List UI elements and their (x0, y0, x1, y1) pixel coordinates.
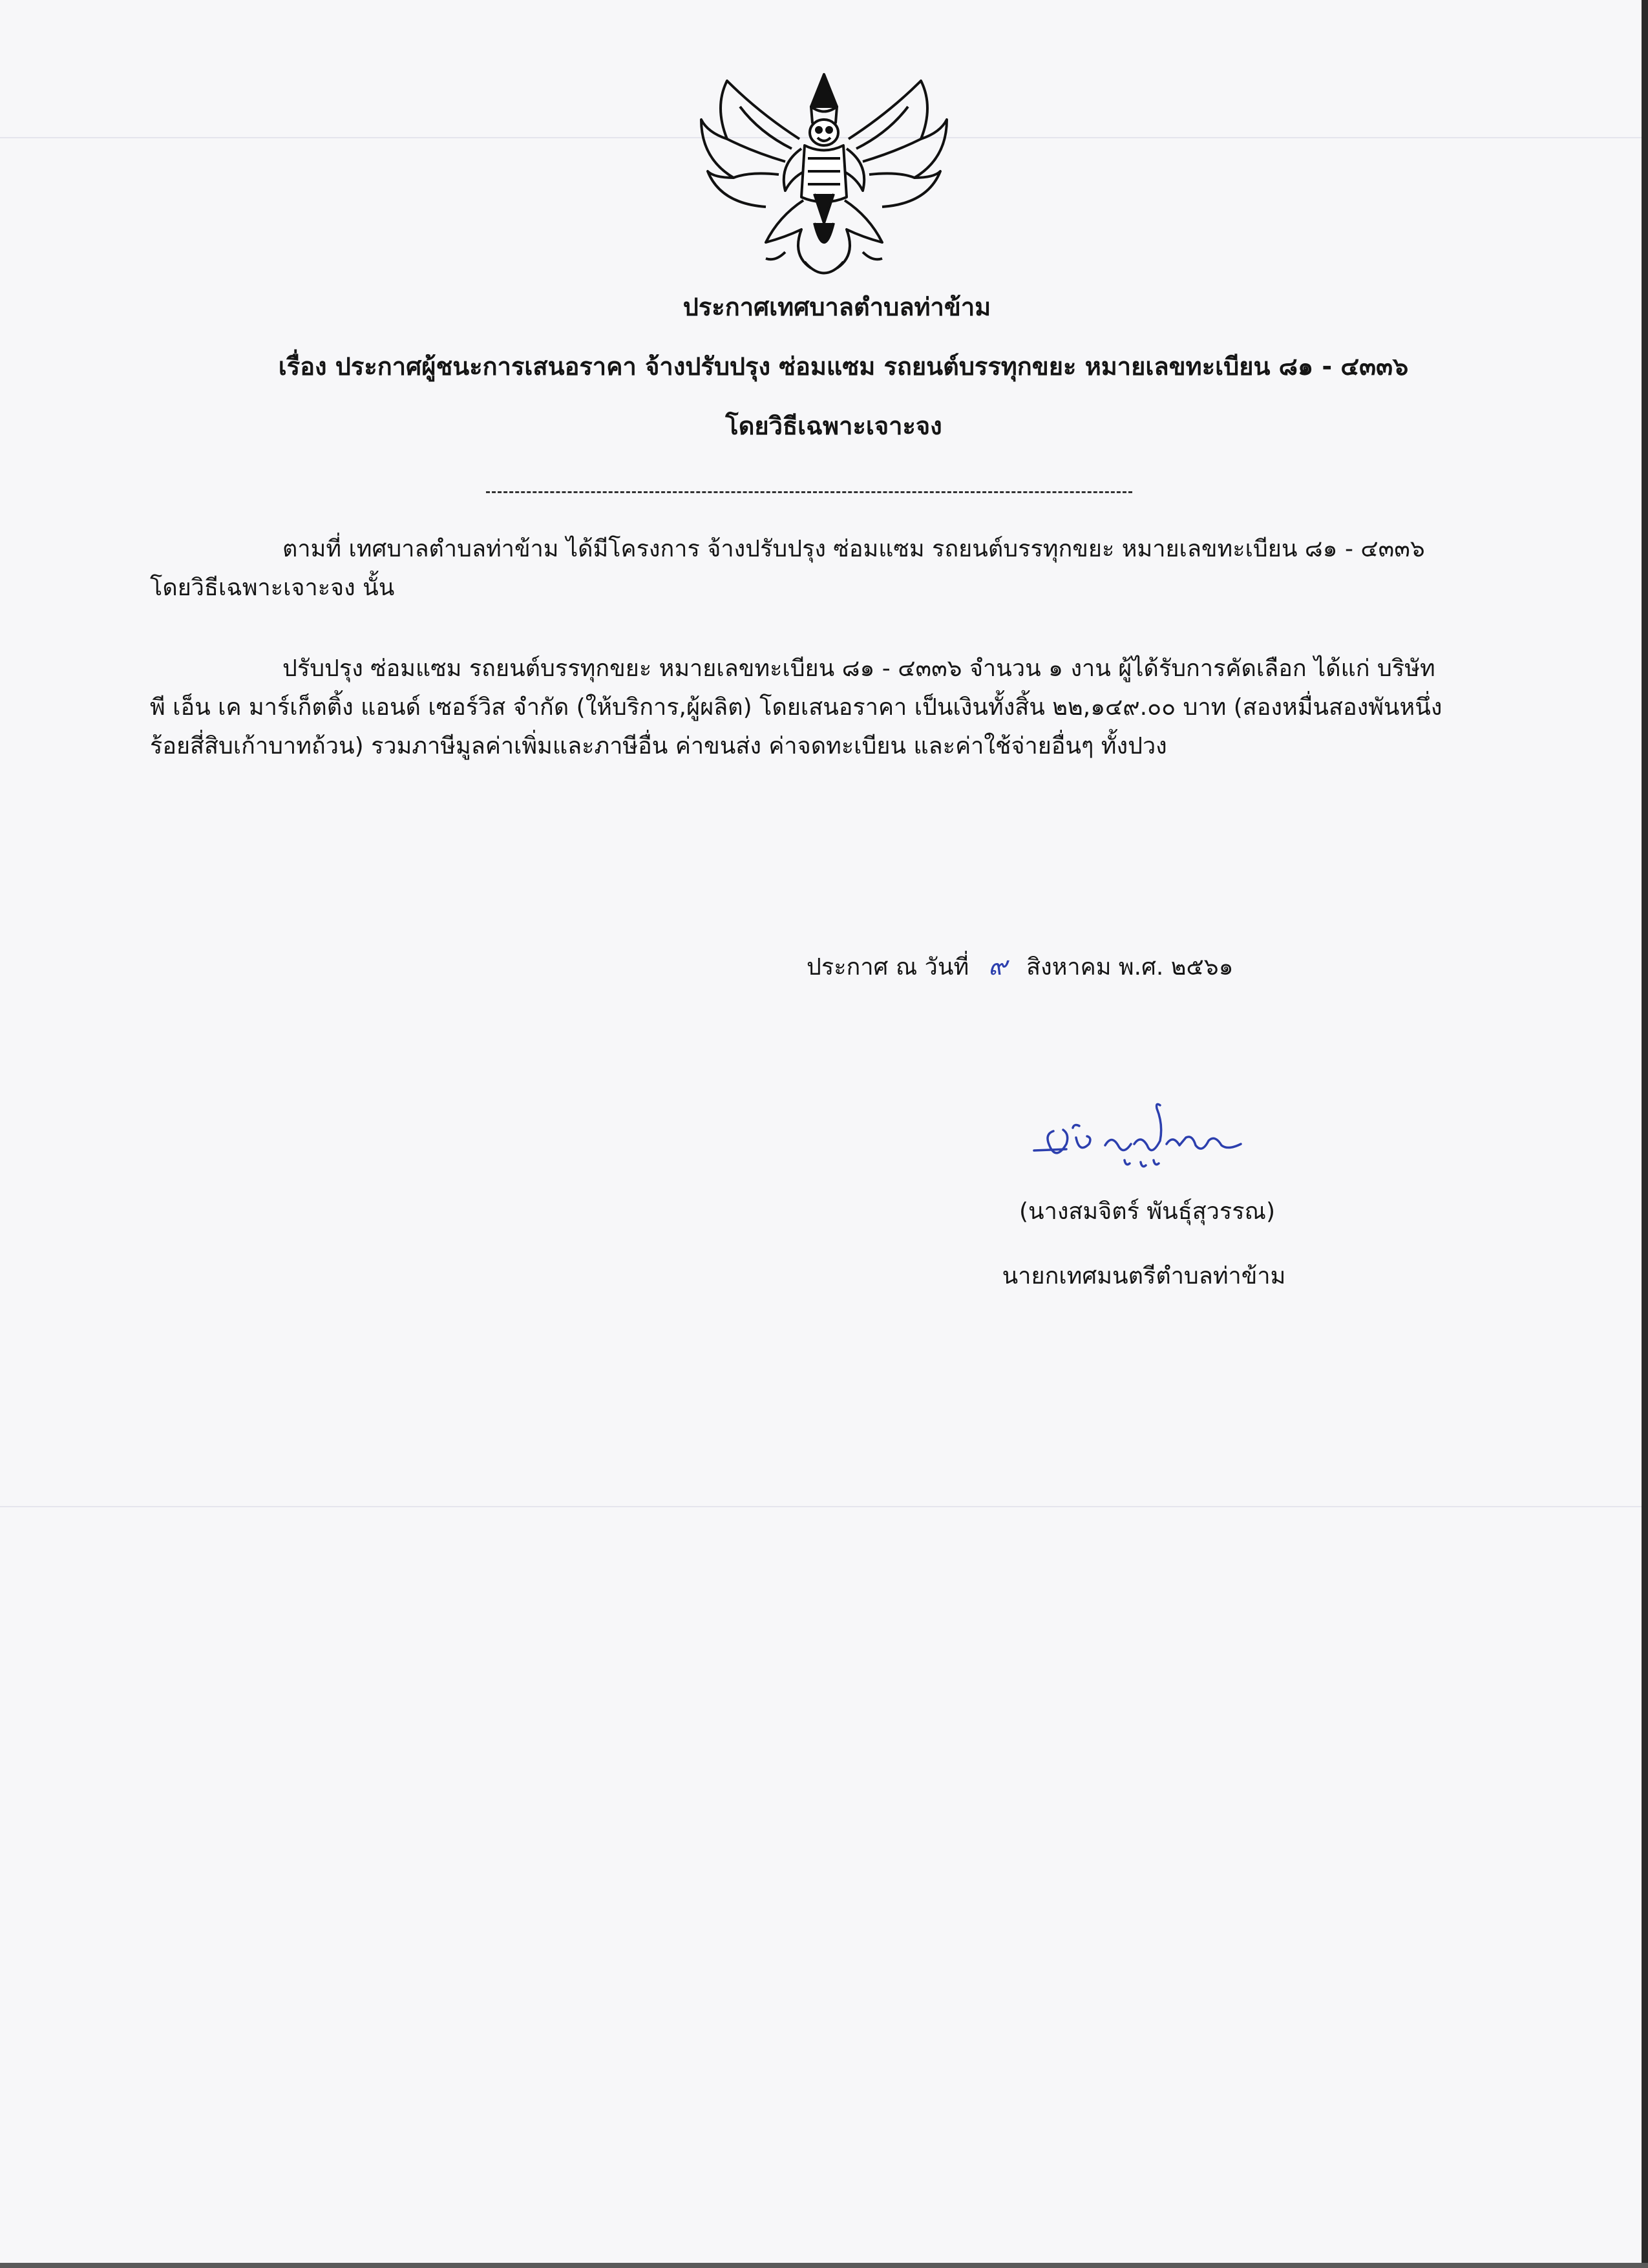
paragraph-2-text: ปรับปรุง ซ่อมแซม รถยนต์บรรทุกขยะ หมายเลขทะเบียน ๘๑ - ๔๓๓๖ จำนวน ๑ งาน ผู้ได้รับการคัดเลือก ได้แก่ บริษัท พี เอ็น เค มาร์เก็ตติ้ง แอนด์ เซอร์วิส จำกัด (ให้บริการ,ผู้ผลิต) โดยเสนอราคา เป็นเงินทั้งสิ้น ๒๒,๑๔๙.๐๐ บาท (สองหมื่นสองพันหนึ่งร้อยสี่สิบเก้าบาทถ้วน) รวมภาษีมูลค่าเพิ่มและภาษีอื่น ค่าขนส่ง ค่าจดทะเบียน และค่าใช้จ่ายอื่นๆ ทั้งปวง (150, 655, 1442, 759)
body-paragraph-1 (150, 530, 1455, 608)
body-paragraph-2 (150, 650, 1455, 766)
signatory-name: (นางสมจิตร์ พันธุ์สุวรรณ) (1019, 1198, 1276, 1225)
agency-title: ประกาศเทศบาลตำบลท่าข้าม (682, 293, 991, 321)
paragraph-1-text: ตามที่ เทศบาลตำบลท่าข้าม ได้มีโครงการ จ้างปรับปรุง ซ่อมแซม รถยนต์บรรทุกขยะ หมายเลขทะเบียน ๘๑ - ๔๓๓๖ โดยวิธีเฉพาะเจาะจง นั้น (150, 536, 1425, 601)
document-heading (0, 288, 1648, 445)
scan-artifact (0, 1506, 1642, 1507)
date-day-handwritten: ๙ (988, 951, 1008, 981)
handwritten-signature (1028, 1099, 1273, 1183)
divider-line (486, 491, 1132, 493)
method-line: โดยวิธีเฉพาะเจาะจง (725, 412, 942, 440)
signatory-position: นายกเทศมนตรีตำบลท่าข้าม (1002, 1263, 1286, 1289)
date-prefix: ประกาศ ณ วันที่ (807, 954, 969, 980)
garuda-emblem-icon (688, 68, 960, 288)
scan-edge (0, 2263, 1648, 2268)
subject-line: เรื่อง ประกาศผู้ชนะการเสนอราคา จ้างปรับปรุง ซ่อมแซม รถยนต์บรรทุกขยะ หมายเลขทะเบียน ๘๑ - ๔๓๓๖ (278, 352, 1409, 381)
announcement-date (807, 947, 1233, 987)
date-month-year: สิงหาคม พ.ศ. ๒๕๖๑ (1026, 954, 1234, 980)
